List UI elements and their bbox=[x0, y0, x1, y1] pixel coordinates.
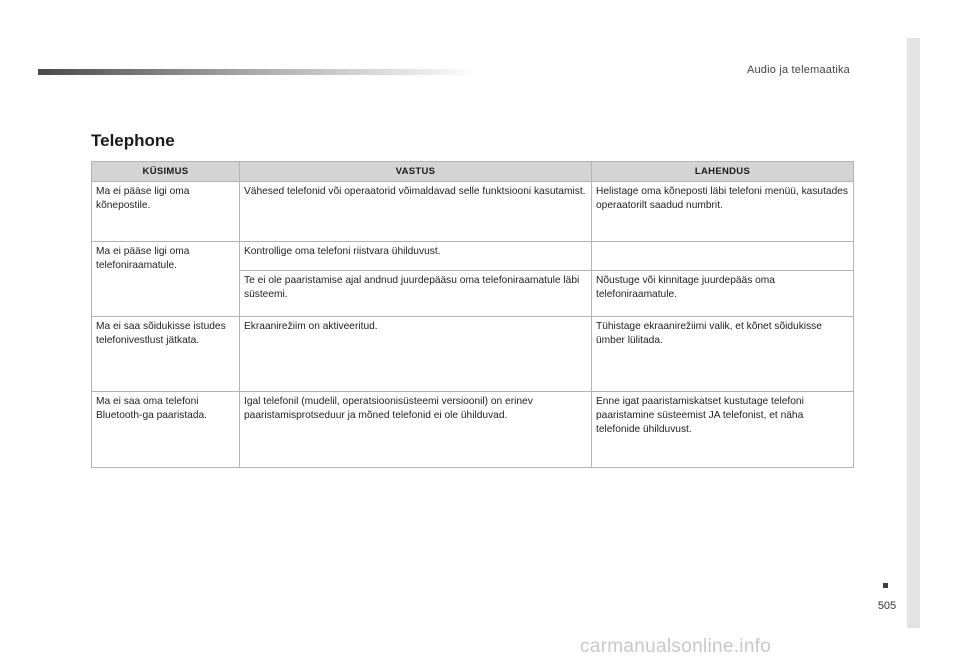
column-header-question: KÜSIMUS bbox=[92, 162, 240, 182]
question-cell: Ma ei saa oma telefoni Bluetooth-ga paaristada. bbox=[92, 392, 240, 468]
answer-cell: Ekraanirežiim on aktiveeritud. bbox=[240, 317, 592, 392]
solution-cell: Helistage oma kõneposti läbi telefoni menüü, kasutades operaatorilt saadud numbrit. bbox=[592, 182, 854, 242]
table-row bbox=[92, 182, 854, 242]
page-number: 505 bbox=[877, 600, 897, 612]
section-label: Audio ja telemaatika bbox=[746, 64, 850, 76]
table-row bbox=[92, 392, 854, 468]
faq-table bbox=[91, 161, 854, 468]
table-row bbox=[92, 242, 854, 271]
column-header-answer: VASTUS bbox=[240, 162, 592, 182]
table-header-row bbox=[92, 162, 854, 182]
question-cell: Ma ei pääse ligi oma telefoniraamatule. bbox=[92, 242, 240, 317]
question-cell: Ma ei saa sõidukisse istudes telefonivestlust jätkata. bbox=[92, 317, 240, 392]
solution-cell: Tühistage ekraanirežiimi valik, et kõnet sõidukisse ümber lülitada. bbox=[592, 317, 854, 392]
page-marker bbox=[883, 583, 888, 588]
watermark: carmanualsonline.info bbox=[580, 636, 772, 657]
header-gradient-bar bbox=[38, 69, 478, 75]
solution-cell bbox=[592, 242, 854, 271]
solution-cell: Enne igat paaristamiskatset kustutage telefoni paaristamine süsteemist JA telefonist, et näha telefonide ühilduvust. bbox=[592, 392, 854, 468]
solution-cell: Nõustuge või kinnitage juurdepääs oma telefoniraamatule. bbox=[592, 271, 854, 317]
answer-cell: Igal telefonil (mudelil, operatsioonisüsteemi versioonil) on erinev paaristamisprotseduur ja mõned telefonid ei ole ühilduvad. bbox=[240, 392, 592, 468]
answer-cell: Kontrollige oma telefoni riistvara ühilduvust. bbox=[240, 242, 592, 271]
column-header-solution: LAHENDUS bbox=[592, 162, 854, 182]
page-title: Telephone bbox=[91, 131, 175, 150]
side-strip bbox=[907, 38, 920, 628]
question-cell: Ma ei pääse ligi oma kõnepostile. bbox=[92, 182, 240, 242]
answer-cell: Te ei ole paaristamise ajal andnud juurdepääsu oma telefoniraamatule läbi süsteemi. bbox=[240, 271, 592, 317]
table-row bbox=[92, 317, 854, 392]
answer-cell: Vähesed telefonid või operaatorid võimaldavad selle funktsiooni kasutamist. bbox=[240, 182, 592, 242]
